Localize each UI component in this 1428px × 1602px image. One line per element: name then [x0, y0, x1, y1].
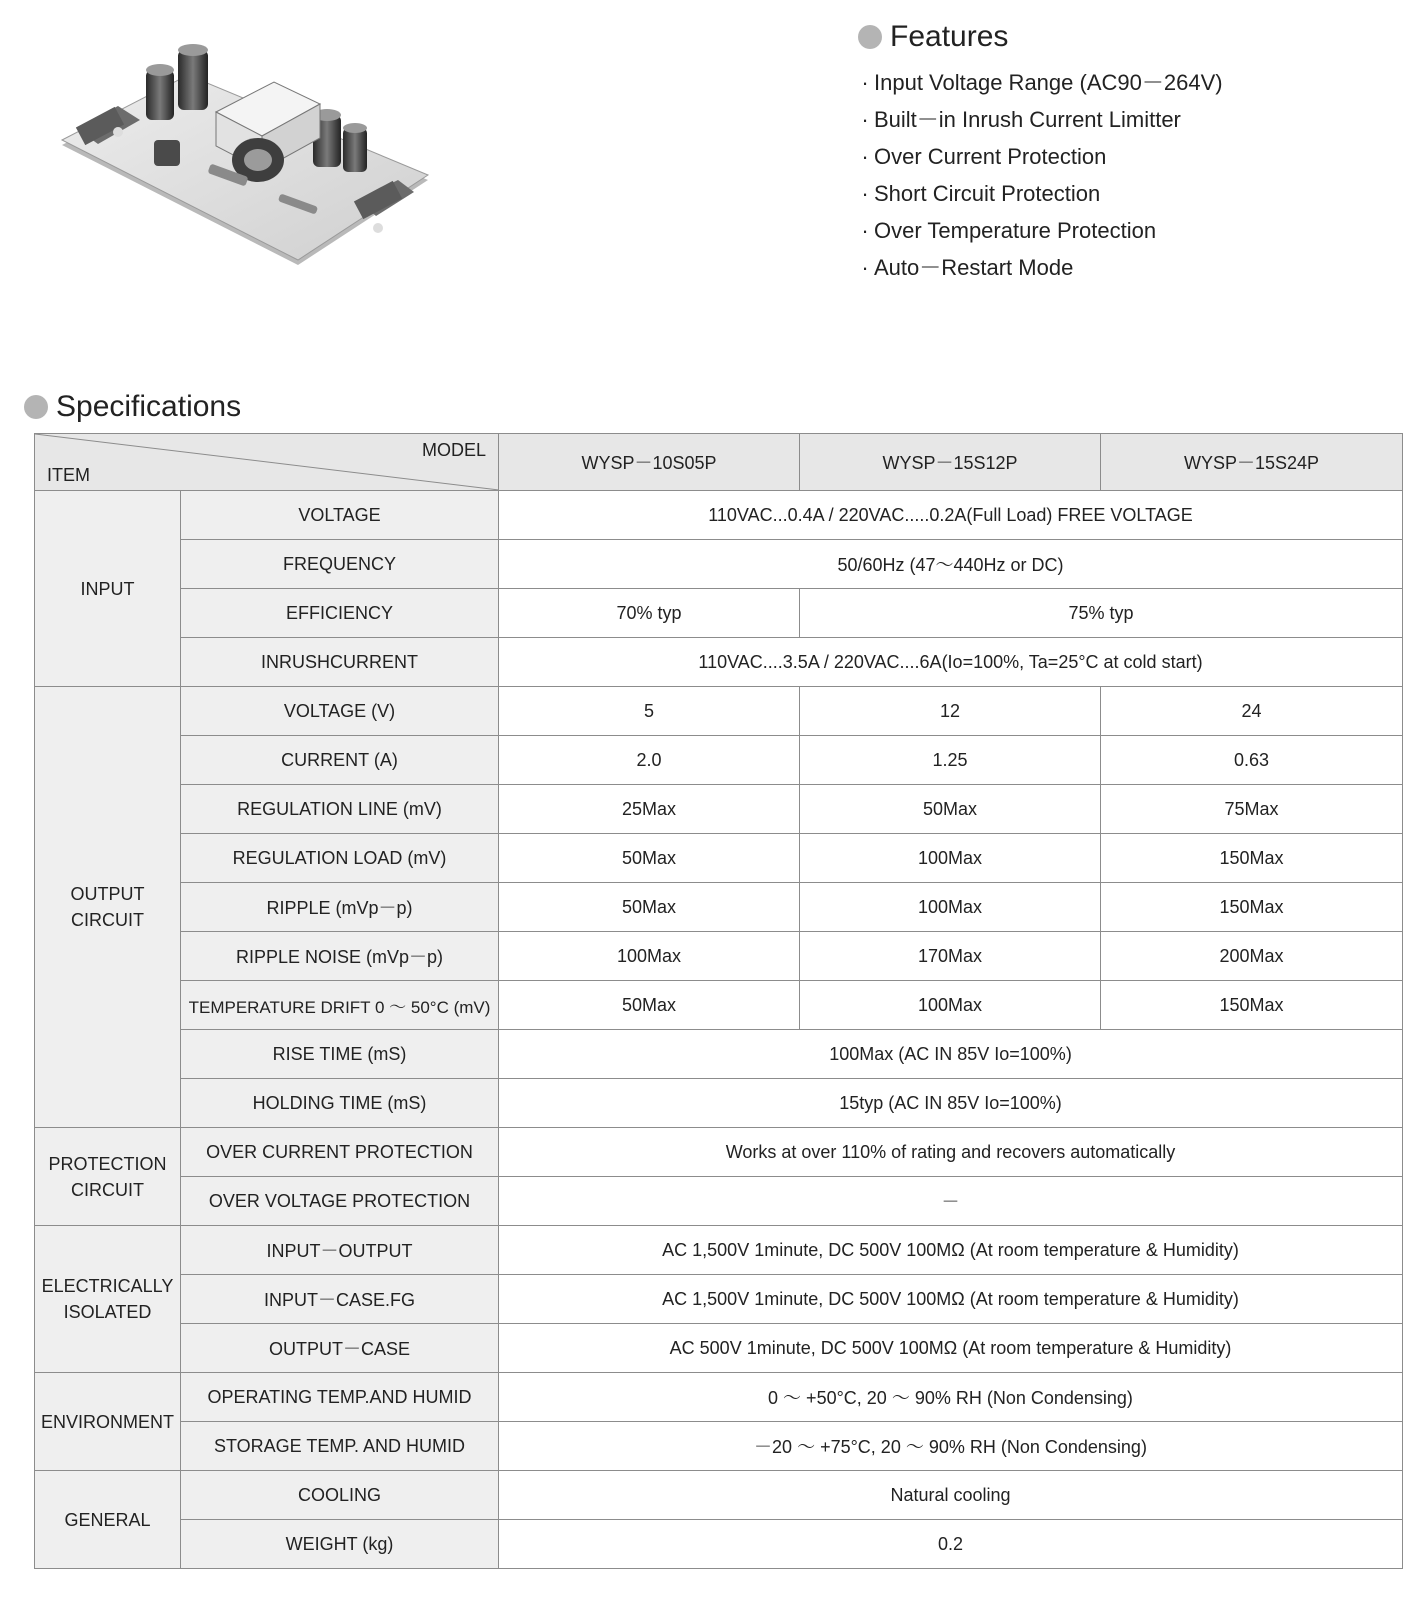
category-cell: ELECTRICALLY ISOLATED	[35, 1226, 181, 1373]
item-cell: REGULATION LOAD (mV)	[181, 834, 499, 883]
value-cell: 75% typ	[800, 589, 1403, 638]
value-cell: 1.25	[800, 736, 1101, 785]
value-cell: Natural cooling	[499, 1471, 1403, 1520]
item-label: ITEM	[47, 465, 90, 485]
item-cell: HOLDING TIME (mS)	[181, 1079, 499, 1128]
table-row	[35, 1373, 1403, 1422]
table-row	[35, 589, 1403, 638]
value-cell: 100Max	[499, 932, 800, 981]
value-cell: 110VAC...0.4A / 220VAC.....0.2A(Full Load) FREE VOLTAGE	[499, 491, 1403, 540]
item-cell: RISE TIME (mS)	[181, 1030, 499, 1079]
table-row	[35, 834, 1403, 883]
features-section	[858, 20, 1223, 286]
value-cell: 110VAC....3.5A / 220VAC....6A(Io=100%, Ta=25°C at cold start)	[499, 638, 1403, 687]
table-row	[35, 1128, 1403, 1177]
table-row	[35, 1471, 1403, 1520]
item-cell: RIPPLE NOISE (mVp－p)	[181, 932, 499, 981]
product-photo	[58, 40, 448, 280]
value-cell: 50Max	[499, 834, 800, 883]
value-cell: AC 1,500V 1minute, DC 500V 100MΩ (At room temperature & Humidity)	[499, 1275, 1403, 1324]
value-cell: －20 ～ +75°C, 20 ～ 90% RH (Non Condensing)	[499, 1422, 1403, 1471]
value-cell: 50Max	[499, 883, 800, 932]
table-row	[35, 883, 1403, 932]
table-row	[35, 1079, 1403, 1128]
feature-item: · Over Temperature Protection	[861, 218, 1157, 243]
value-cell: 150Max	[1101, 834, 1403, 883]
table-row	[35, 932, 1403, 981]
value-cell: 150Max	[1101, 883, 1403, 932]
model-header: WYSP－15S12P	[800, 434, 1101, 491]
specifications-heading	[24, 390, 241, 424]
value-cell: 15typ (AC IN 85V Io=100%)	[499, 1079, 1403, 1128]
value-cell: 2.0	[499, 736, 800, 785]
item-cell: OUTPUT－CASE	[181, 1324, 499, 1373]
model-label: MODEL	[421, 440, 486, 460]
value-cell: 5	[499, 687, 800, 736]
value-cell: Works at over 110% of rating and recovers automatically	[499, 1128, 1403, 1177]
feature-item: · Over Current Protection	[861, 144, 1107, 169]
feature-list	[858, 64, 1223, 286]
value-cell: 170Max	[800, 932, 1101, 981]
features-title: Features	[890, 20, 1009, 53]
item-cell: INPUT－OUTPUT	[181, 1226, 499, 1275]
value-cell: AC 1,500V 1minute, DC 500V 100MΩ (At room temperature & Humidity)	[499, 1226, 1403, 1275]
item-cell: OPERATING TEMP.AND HUMID	[181, 1373, 499, 1422]
feature-item: · Built－in Inrush Current Limitter	[861, 107, 1181, 132]
value-cell: 70% typ	[499, 589, 800, 638]
category-cell: GENERAL	[35, 1471, 181, 1569]
model-header: WYSP－10S05P	[499, 434, 800, 491]
table-header-row	[35, 434, 1403, 491]
table-row	[35, 1520, 1403, 1569]
value-cell: 0 ～ +50°C, 20 ～ 90% RH (Non Condensing)	[499, 1373, 1403, 1422]
value-cell: 150Max	[1101, 981, 1403, 1030]
item-cell: CURRENT (A)	[181, 736, 499, 785]
item-cell: OVER VOLTAGE PROTECTION	[181, 1177, 499, 1226]
value-cell: 50Max	[800, 785, 1101, 834]
bullet-dot-icon	[24, 395, 48, 419]
item-cell: TEMPERATURE DRIFT 0 ～ 50°C (mV)	[181, 981, 499, 1030]
table-row	[35, 1177, 1403, 1226]
table-row	[35, 1324, 1403, 1373]
value-cell: 50/60Hz (47～440Hz or DC)	[499, 540, 1403, 589]
value-cell: AC 500V 1minute, DC 500V 100MΩ (At room temperature & Humidity)	[499, 1324, 1403, 1373]
category-cell: OUTPUT CIRCUIT	[35, 687, 181, 1128]
table-row	[35, 491, 1403, 540]
table-row	[35, 1226, 1403, 1275]
item-cell: REGULATION LINE (mV)	[181, 785, 499, 834]
bullet-dot-icon	[858, 25, 882, 49]
value-cell: 200Max	[1101, 932, 1403, 981]
item-cell: INPUT－CASE.FG	[181, 1275, 499, 1324]
category-cell: PROTECTION CIRCUIT	[35, 1128, 181, 1226]
model-header: WYSP－15S24P	[1101, 434, 1403, 491]
item-cell: VOLTAGE	[181, 491, 499, 540]
table-row	[35, 540, 1403, 589]
item-cell: OVER CURRENT PROTECTION	[181, 1128, 499, 1177]
value-cell: 0.63	[1101, 736, 1403, 785]
value-cell: 0.2	[499, 1520, 1403, 1569]
value-cell: 100Max	[800, 834, 1101, 883]
table-row	[35, 1275, 1403, 1324]
value-cell: 12	[800, 687, 1101, 736]
item-cell: RIPPLE (mVp－p)	[181, 883, 499, 932]
item-cell: COOLING	[181, 1471, 499, 1520]
table-row	[35, 785, 1403, 834]
specifications-table	[34, 433, 1403, 1569]
value-cell: －	[499, 1177, 1403, 1226]
value-cell: 100Max	[800, 883, 1101, 932]
item-cell: STORAGE TEMP. AND HUMID	[181, 1422, 499, 1471]
features-heading	[858, 20, 1223, 54]
table-row	[35, 1030, 1403, 1079]
table-row	[35, 687, 1403, 736]
item-cell: EFFICIENCY	[181, 589, 499, 638]
feature-item: · Auto－Restart Mode	[861, 255, 1074, 280]
item-cell: VOLTAGE (V)	[181, 687, 499, 736]
table-row	[35, 638, 1403, 687]
table-row	[35, 981, 1403, 1030]
item-cell: INRUSHCURRENT	[181, 638, 499, 687]
header-corner-cell	[35, 434, 499, 491]
value-cell: 24	[1101, 687, 1403, 736]
value-cell: 100Max	[800, 981, 1101, 1030]
value-cell: 100Max (AC IN 85V Io=100%)	[499, 1030, 1403, 1079]
specifications-title: Specifications	[56, 390, 242, 423]
feature-item: · Short Circuit Protection	[861, 181, 1101, 206]
table-row	[35, 736, 1403, 785]
value-cell: 50Max	[499, 981, 800, 1030]
value-cell: 75Max	[1101, 785, 1403, 834]
item-cell: FREQUENCY	[181, 540, 499, 589]
item-cell: WEIGHT (kg)	[181, 1520, 499, 1569]
value-cell: 25Max	[499, 785, 800, 834]
feature-item: · Input Voltage Range (AC90－264V)	[861, 70, 1223, 95]
category-cell: ENVIRONMENT	[35, 1373, 181, 1471]
category-cell: INPUT	[35, 491, 181, 687]
table-row	[35, 1422, 1403, 1471]
